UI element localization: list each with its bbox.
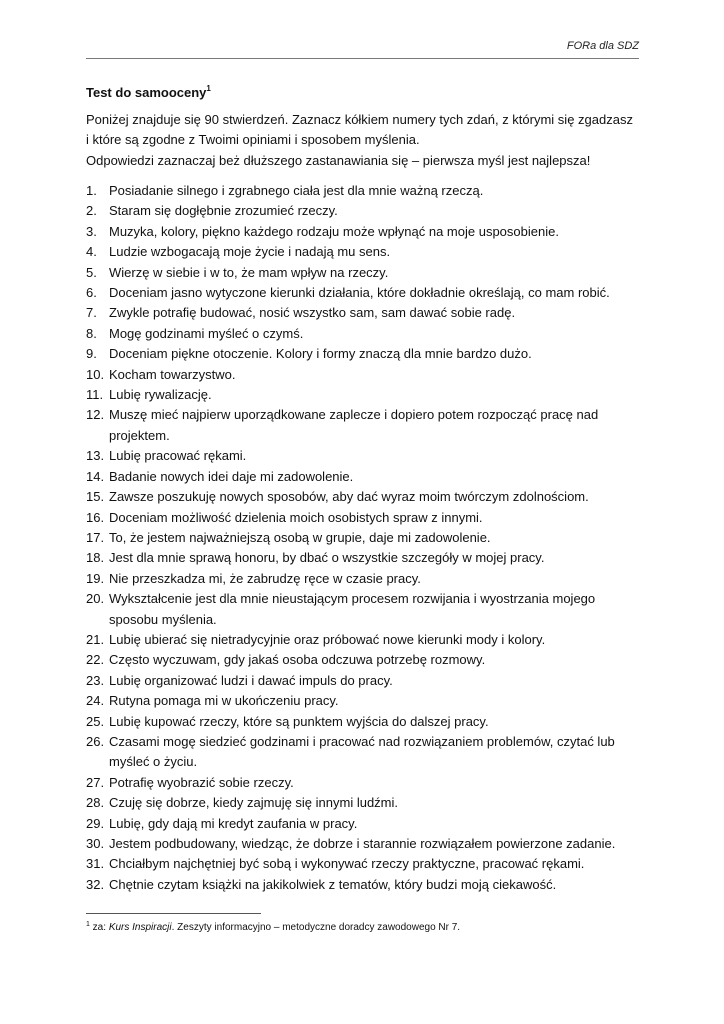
document-title bbox=[86, 85, 211, 100]
statement-number: 12. bbox=[86, 407, 105, 423]
statement-item bbox=[86, 385, 646, 405]
statement-number: 10. bbox=[86, 366, 105, 382]
statement-item bbox=[86, 344, 646, 364]
statement-list bbox=[86, 181, 646, 895]
statement-text: Rutyna pomaga mi w ukończeniu pracy. bbox=[109, 693, 339, 709]
statement-text: Doceniam możliwość dzielenia moich osobistych spraw z innymi. bbox=[109, 509, 483, 525]
statement-number: 25. bbox=[86, 713, 105, 729]
statement-text: Lubię pracować rękami. bbox=[109, 448, 247, 464]
statement-text: To, że jestem najważniejszą osobą w grupie, daje mi zadowolenie. bbox=[109, 529, 491, 545]
statement-number: 31. bbox=[86, 856, 105, 872]
statement-item bbox=[86, 793, 646, 813]
statement-item bbox=[86, 650, 646, 670]
statement-number: 5. bbox=[86, 264, 97, 280]
statement-item bbox=[86, 569, 646, 589]
title-footnote-mark: 1 bbox=[206, 84, 211, 93]
page-header bbox=[86, 36, 639, 59]
statement-number: 32. bbox=[86, 876, 105, 892]
statement-item bbox=[86, 365, 646, 385]
statement-number: 3. bbox=[86, 223, 97, 239]
statement-text: Nie przeszkadza mi, że zabrudzę ręce w czasie pracy. bbox=[109, 570, 421, 586]
statement-text: Kocham towarzystwo. bbox=[109, 366, 236, 382]
statement-text: Doceniam jasno wytyczone kierunki działania, które dokładnie określają, co mam robić. bbox=[109, 285, 610, 301]
statement-text: Zawsze poszukuję nowych sposobów, aby dać wyraz moim twórczym zdolnościom. bbox=[109, 489, 589, 505]
statement-text: Staram się dogłębnie zrozumieć rzeczy. bbox=[109, 203, 338, 219]
statement-number: 23. bbox=[86, 672, 105, 688]
footnote bbox=[86, 922, 460, 933]
statement-text: Lubię rywalizację. bbox=[109, 387, 212, 403]
statement-text: Wykształcenie jest dla mnie nieustającym procesem rozwijania i wyostrzania mojego sposobu myślenia. bbox=[109, 591, 596, 627]
statement-text: Muszę mieć najpierw uporządkowane zaplecze i dopiero potem rozpocząć pracę nad projektem. bbox=[109, 407, 599, 443]
statement-item bbox=[86, 487, 646, 507]
statement-text: Doceniam piękne otoczenie. Kolory i formy znaczą dla mnie bardzo dużo. bbox=[109, 346, 532, 362]
statement-text: Czuję się dobrze, kiedy zajmuję się innymi ludźmi. bbox=[109, 795, 399, 811]
statement-item bbox=[86, 834, 646, 854]
intro-line-2: i które są zgodne z Twoimi opiniami i sposobem myślenia. bbox=[86, 132, 420, 148]
statement-item bbox=[86, 303, 646, 323]
statement-item bbox=[86, 814, 646, 834]
footnote-prefix: za: bbox=[89, 922, 109, 933]
statement-item bbox=[86, 875, 646, 895]
title-text: Test do samooceny bbox=[86, 85, 207, 100]
statement-item bbox=[86, 446, 646, 466]
statement-number: 19. bbox=[86, 570, 105, 586]
statement-text: Muzyka, kolory, piękno każdego rodzaju może wpłynąć na moje usposobienie. bbox=[109, 223, 559, 239]
footnote-separator bbox=[86, 913, 261, 914]
statement-item bbox=[86, 242, 646, 262]
statement-number: 30. bbox=[86, 836, 105, 851]
statement-text: Jestem podbudowany, wiedząc, że dobrze i starannie rozwiązałem powierzone zadanie. bbox=[109, 836, 616, 851]
statement-number: 6. bbox=[86, 285, 97, 301]
statement-item bbox=[86, 712, 646, 732]
statement-text: Potrafię wyobrazić sobie rzeczy. bbox=[109, 774, 294, 790]
statement-text: Badanie nowych idei daje mi zadowolenie. bbox=[109, 468, 354, 484]
footnote-mark: 1 bbox=[86, 921, 90, 928]
statement-item bbox=[86, 222, 646, 242]
intro-paragraph bbox=[86, 110, 646, 171]
statement-item bbox=[86, 528, 646, 548]
statement-number: 24. bbox=[86, 693, 105, 709]
statement-item bbox=[86, 548, 646, 568]
statement-item bbox=[86, 508, 646, 528]
footnote-source-title: Kurs Inspiracji bbox=[108, 922, 172, 933]
footnote-suffix: . Zeszyty informacyjno – metodyczne doradcy zawodowego Nr 7. bbox=[171, 922, 461, 933]
statement-item bbox=[86, 630, 646, 650]
statement-item bbox=[86, 405, 646, 446]
statement-number: 17. bbox=[86, 529, 105, 545]
statement-text: Zwykle potrafię budować, nosić wszystko sam, sam dawać sobie radę. bbox=[109, 305, 516, 321]
statement-number: 18. bbox=[86, 550, 105, 566]
statement-number: 20. bbox=[86, 591, 105, 607]
statement-number: 14. bbox=[86, 468, 105, 484]
statement-item bbox=[86, 732, 646, 773]
statement-number: 13. bbox=[86, 448, 105, 464]
statement-number: 22. bbox=[86, 652, 105, 668]
statement-item bbox=[86, 263, 646, 283]
statement-text: Lubię ubierać się nietradycyjnie oraz próbować nowe kierunki mody i kolory. bbox=[109, 631, 546, 647]
statement-number: 28. bbox=[86, 795, 105, 811]
statement-number: 27. bbox=[86, 774, 105, 790]
statement-number: 29. bbox=[86, 815, 105, 831]
statement-item bbox=[86, 589, 646, 630]
statement-item bbox=[86, 201, 646, 221]
statement-number: 1. bbox=[86, 183, 97, 198]
statement-item bbox=[86, 283, 646, 303]
statement-item bbox=[86, 691, 646, 711]
header-text: FORa dla SDZ bbox=[566, 40, 639, 52]
statement-number: 7. bbox=[86, 305, 97, 321]
statement-number: 16. bbox=[86, 509, 105, 525]
intro-line-1: Poniżej znajduje się 90 stwierdzeń. Zaznacz kółkiem numery tych zdań, z którymi się zgadzasz bbox=[86, 112, 633, 127]
statement-text: Lubię organizować ludzi i dawać impuls do pracy. bbox=[109, 672, 393, 688]
statement-text: Czasami mogę siedzieć godzinami i pracować nad rozwiązaniem problemów, czytać lub myśleć o życiu. bbox=[109, 733, 615, 770]
statement-number: 2. bbox=[86, 203, 97, 219]
statement-number: 15. bbox=[86, 489, 105, 505]
statement-item bbox=[86, 324, 646, 344]
statement-text: Często wyczuwam, gdy jakaś osoba odczuwa potrzebę rozmowy. bbox=[109, 652, 486, 668]
statement-text: Lubię, gdy dają mi kredyt zaufania w pracy. bbox=[109, 815, 358, 831]
statement-number: 21. bbox=[86, 631, 105, 647]
statement-number: 8. bbox=[86, 325, 97, 341]
statement-text: Lubię kupować rzeczy, które są punktem wyjścia do dalszej pracy. bbox=[109, 713, 489, 729]
statement-number: 9. bbox=[86, 346, 97, 362]
statement-text: Chętnie czytam książki na jakikolwiek z tematów, który budzi moją ciekawość. bbox=[109, 876, 557, 892]
statement-number: 11. bbox=[86, 387, 104, 403]
statement-item bbox=[86, 181, 646, 201]
statement-item bbox=[86, 773, 646, 793]
statement-number: 4. bbox=[86, 244, 97, 260]
intro-line-3: Odpowiedzi zaznaczaj beż dłuższego zastanawiania się – pierwsza myśl jest najlepsza! bbox=[86, 152, 591, 168]
statement-item bbox=[86, 854, 646, 874]
statement-text: Mogę godzinami myśleć o czymś. bbox=[109, 325, 304, 341]
statement-item bbox=[86, 671, 646, 691]
statement-text: Chciałbym najchętniej być sobą i wykonywać rzeczy praktyczne, pracować rękami. bbox=[109, 856, 585, 872]
statement-number: 26. bbox=[86, 733, 105, 749]
statement-text: Wierzę w siebie i w to, że mam wpływ na rzeczy. bbox=[109, 264, 389, 280]
statement-item bbox=[86, 467, 646, 487]
statement-text: Ludzie wzbogacają moje życie i nadają mu sens. bbox=[109, 244, 391, 260]
statement-text: Posiadanie silnego i zgrabnego ciała jest dla mnie ważną rzeczą. bbox=[109, 183, 484, 198]
statement-text: Jest dla mnie sprawą honoru, by dbać o wszystkie szczegóły w mojej pracy. bbox=[109, 550, 545, 566]
